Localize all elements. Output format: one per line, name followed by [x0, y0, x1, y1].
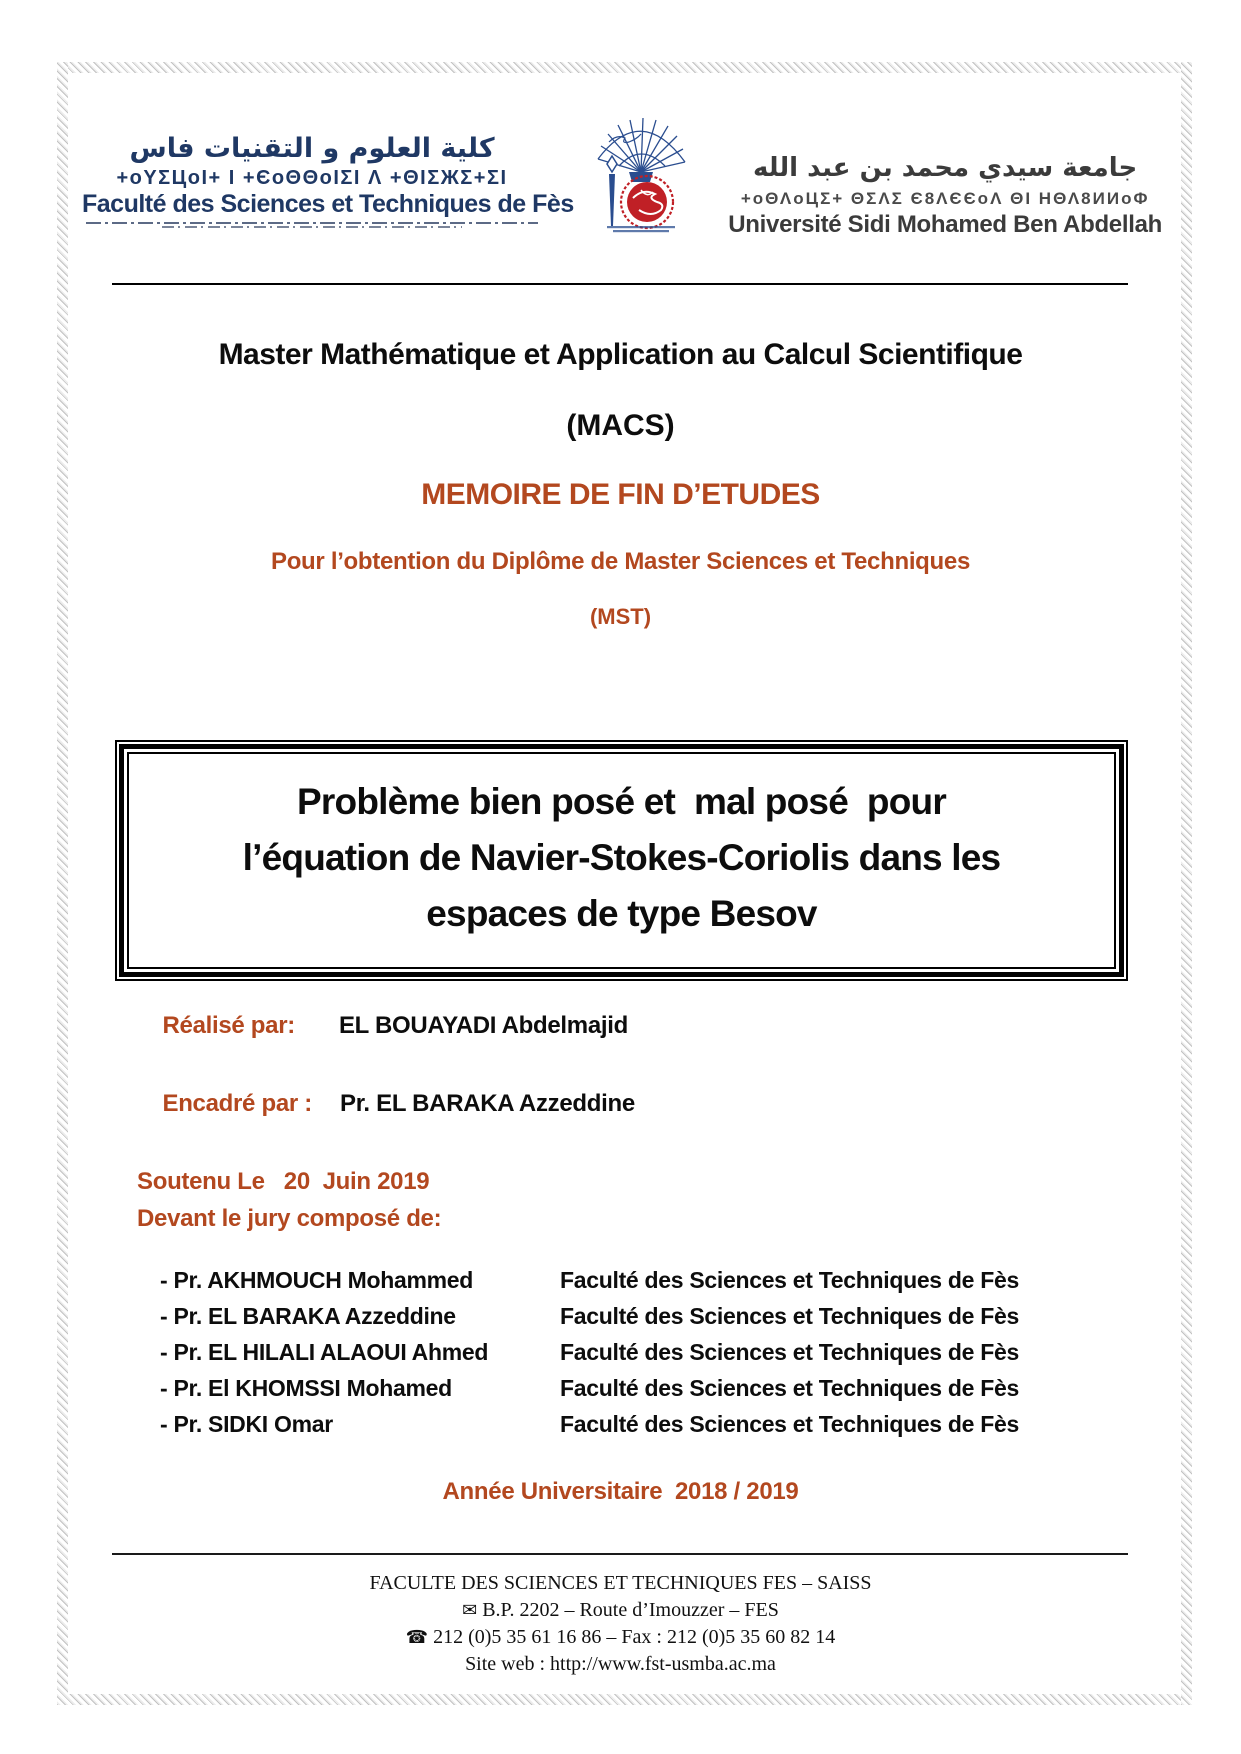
footer-address-text: B.P. 2202 – Route d’Imouzzer – FES	[482, 1599, 779, 1621]
page-border-right	[1181, 62, 1192, 1705]
jury-member-name: - Pr. SIDKI Omar	[160, 1411, 333, 1437]
supervisor-name: Pr. EL BARAKA Azzeddine	[339, 1090, 635, 1117]
jury-row	[160, 1262, 1060, 1298]
jury-row	[160, 1370, 1060, 1406]
thesis-title-line-1: Problème bien posé et mal posé pour	[297, 781, 946, 822]
supervisor-row	[137, 1062, 635, 1146]
faculty-name-french: Faculté des Sciences et Techniques de Fès	[82, 189, 574, 218]
jury-row	[160, 1406, 1060, 1442]
thesis-title-box-middle-border	[119, 744, 1124, 977]
footer-phone-text: 212 (0)5 35 61 16 86 – Fax : 212 (0)5 35 60 82 14	[433, 1626, 836, 1648]
degree-abbreviation: (MST)	[589, 604, 652, 629]
telephone-icon: ☎	[405, 1627, 429, 1648]
faculty-dashdot-rule	[86, 222, 538, 224]
defense-date-line: Soutenu Le 20 Juin 2019	[137, 1168, 430, 1195]
header-separator-rule	[112, 283, 1128, 285]
master-abbreviation: (MACS)	[566, 409, 675, 442]
thesis-title-box	[115, 740, 1128, 981]
jury-member-affiliation: Faculté des Sciences et Techniques de Fès	[560, 1267, 1019, 1293]
jury-row	[160, 1334, 1060, 1370]
logo-block	[542, 106, 728, 234]
footer-institution-line: FACULTE DES SCIENCES ET TECHNIQUES FES – SAISS	[369, 1572, 872, 1594]
faculty-name-arabic: كلية العلوم و التقنيات فاس	[129, 133, 495, 164]
header	[82, 106, 1162, 240]
jury-member-name: - Pr. EL BARAKA Azzeddine	[160, 1303, 456, 1329]
thesis-title-line-2: l’équation de Navier-Stokes-Coriolis dans les	[242, 837, 1001, 879]
diploma-purpose-line: Pour l’obtention du Diplôme de Master Sciences et Techniques	[270, 548, 970, 575]
thesis-title-box-inner-border	[127, 752, 1116, 969]
footer	[0, 1570, 1241, 1678]
author-name: EL BOUAYADI Abdelmajid	[338, 1012, 628, 1039]
page-border-top	[57, 62, 1192, 73]
jury-row	[160, 1298, 1060, 1334]
faculty-dashdot-rule-2	[162, 226, 462, 228]
footer-separator-rule	[112, 1553, 1128, 1555]
supervisor-label: Encadré par :	[162, 1090, 312, 1117]
university-logo-icon	[581, 106, 689, 234]
jury-intro-line: Devant le jury composé de:	[137, 1205, 442, 1232]
thesis-title-line-3: espaces de type Besov	[426, 893, 817, 935]
footer-website-line: Site web : http://www.fst-usmba.ac.ma	[465, 1653, 776, 1675]
jury-member-affiliation: Faculté des Sciences et Techniques de Fès	[560, 1375, 1019, 1401]
faculty-block	[82, 106, 574, 228]
page-border-bottom	[57, 1694, 1192, 1705]
university-name-tifinagh: +oΘΛoЦΣ+ ΘΣΛΣ Є8ΛЄЄoΛ ΘI НΘΛ8ИИoΦ	[740, 188, 1150, 208]
master-program-line: Master Mathématique et Application au Calcul Scientifique	[218, 338, 1023, 371]
page-border-left	[57, 62, 68, 1705]
jury-member-affiliation: Faculté des Sciences et Techniques de Fès	[560, 1303, 1019, 1329]
faculty-name-tifinagh: +oYΣЦoI+ I +ЄoΘΘoIΣI Λ +ΘIΣЖΣ+ΣI	[116, 166, 508, 189]
jury-table	[160, 1262, 1060, 1442]
author-row	[137, 984, 628, 1068]
jury-member-affiliation: Faculté des Sciences et Techniques de Fès	[560, 1339, 1019, 1365]
jury-member-affiliation: Faculté des Sciences et Techniques de Fès	[560, 1411, 1019, 1437]
envelope-icon: ✉	[462, 1600, 478, 1621]
footer-phone-line	[0, 1624, 1241, 1651]
jury-member-name: - Pr. EL HILALI ALAOUI Ahmed	[160, 1339, 489, 1365]
author-label: Réalisé par:	[162, 1012, 295, 1039]
jury-member-name: - Pr. AKHMOUCH Mohammed	[160, 1267, 473, 1293]
university-block	[728, 106, 1162, 240]
footer-address-line	[0, 1597, 1241, 1624]
academic-year-line: Année Universitaire 2018 / 2019	[442, 1478, 799, 1505]
university-name-arabic: جامعة سيدي محمد بن عبد الله	[753, 153, 1138, 183]
university-name-french: Université Sidi Mohamed Ben Abdellah	[728, 211, 1162, 239]
memoire-heading: MEMOIRE DE FIN D’ETUDES	[421, 478, 820, 511]
jury-member-name: - Pr. El KHOMSSI Mohamed	[160, 1375, 452, 1401]
